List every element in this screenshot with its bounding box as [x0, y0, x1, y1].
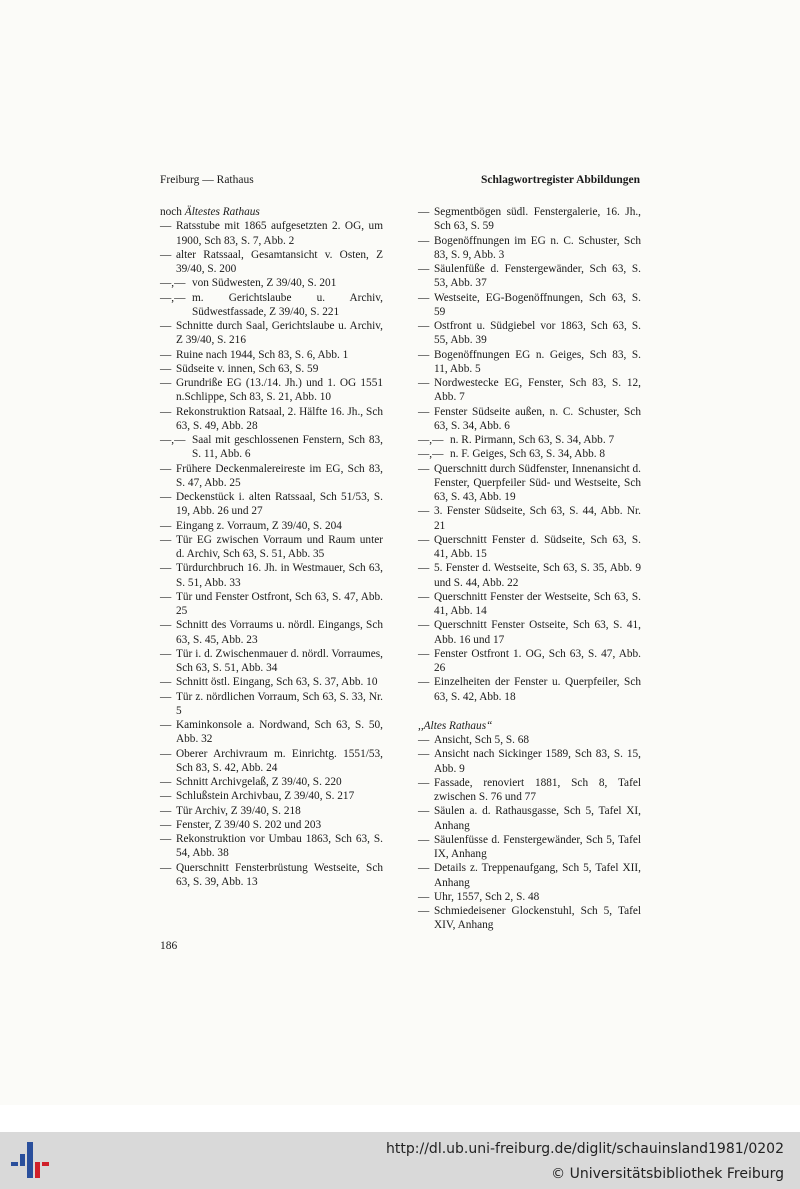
index-entry — [160, 590, 383, 619]
index-entry — [418, 733, 641, 747]
index-entry — [160, 775, 383, 789]
index-entry — [160, 291, 383, 320]
entry-text: Tür EG zwischen Vorraum und Raum unter d. Archiv, Sch 63, S. 51, Abb. 35 — [176, 533, 383, 560]
index-entry — [160, 789, 383, 803]
entry-text: Rekonstruktion Ratsaal, 2. Hälfte 16. Jh., Sch 63, S. 49, Abb. 28 — [176, 405, 383, 432]
index-entry — [418, 561, 641, 590]
entry-dash: — — [160, 647, 172, 660]
entry-dash: — — [160, 676, 172, 689]
index-entry — [418, 447, 641, 461]
entry-dash: — — [418, 833, 430, 846]
entry-dash: —,— — [418, 448, 444, 461]
index-entry — [418, 205, 641, 234]
footer-url-link[interactable]: http://dl.ub.uni-freiburg.de/diglit/schauinsland1981/0202 — [386, 1141, 784, 1157]
entry-text: Fenster Südseite außen, n. C. Schuster, Sch 63, S. 34, Abb. 6 — [434, 405, 641, 432]
entry-text: Säulen a. d. Rathausgasse, Sch 5, Tafel XI, Anhang — [434, 805, 641, 832]
index-entry — [418, 890, 641, 904]
entry-text: Einzelheiten der Fenster u. Querpfeiler, Sch 63, S. 42, Abb. 18 — [434, 676, 641, 703]
entry-text: von Südwesten, Z 39/40, S. 201 — [192, 277, 337, 290]
index-column-left — [160, 205, 383, 889]
entry-dash: —,— — [160, 291, 186, 304]
entry-dash: — — [418, 533, 430, 546]
entry-text: Uhr, 1557, Sch 2, S. 48 — [434, 890, 540, 903]
index-entry — [418, 904, 641, 933]
index-entry — [418, 433, 641, 447]
index-entry — [418, 675, 641, 704]
entry-text: Schmiedeisener Glockenstuhl, Sch 5, Tafel XIV, Anhang — [434, 905, 641, 932]
entry-text: Säulenfüsse d. Fenstergewänder, Sch 5, Tafel IX, Anhang — [434, 833, 641, 860]
entry-text: n. F. Geiges, Sch 63, S. 34, Abb. 8 — [450, 448, 606, 461]
entry-dash: — — [160, 462, 172, 475]
index-entry — [418, 262, 641, 291]
index-entry — [418, 590, 641, 619]
entry-dash: — — [418, 291, 430, 304]
entry-dash: — — [160, 320, 172, 332]
entry-dash: — — [160, 248, 172, 261]
index-entry — [418, 348, 641, 377]
entry-dash: — — [418, 890, 430, 903]
entry-text: Ostfront u. Südgiebel vor 1863, Sch 63, S. 55, Abb. 39 — [434, 320, 641, 347]
entry-text: Querschnitt Fensterbrüstung Westseite, Sch 63, S. 39, Abb. 13 — [176, 861, 383, 888]
index-entry — [160, 832, 383, 861]
entry-text: Rekonstruktion vor Umbau 1863, Sch 63, S. 54, Abb. 38 — [176, 833, 383, 860]
index-entry — [160, 747, 383, 776]
entry-text: Eingang z. Vorraum, Z 39/40, S. 204 — [176, 519, 342, 532]
entry-text: Querschnitt Fenster der Westseite, Sch 63, S. 41, Abb. 14 — [434, 590, 641, 617]
entry-dash: — — [418, 590, 430, 603]
entry-text: Querschnitt Fenster d. Südseite, Sch 63, S. 41, Abb. 15 — [434, 533, 641, 560]
entry-text: Schnitt östl. Eingang, Sch 63, S. 37, Abb. 10 — [176, 676, 378, 689]
index-entry — [160, 276, 383, 290]
entry-dash: — — [160, 519, 172, 532]
section-heading-title: Ältestes Rathaus — [184, 206, 260, 218]
index-entry — [160, 718, 383, 747]
entry-text: Ansicht nach Sickinger 1589, Sch 83, S. 15, Abb. 9 — [434, 748, 641, 775]
section-heading — [160, 205, 383, 219]
index-entry — [160, 462, 383, 491]
entry-text: Saal mit geschlossenen Fenstern, Sch 83, S. 11, Abb. 6 — [192, 434, 383, 461]
section-heading-prefix: noch — [160, 206, 185, 218]
entry-dash: — — [418, 405, 430, 418]
entry-dash: — — [418, 748, 430, 761]
entry-text: Fassade, renoviert 1881, Sch 8, Tafel zwischen S. 76 und 77 — [434, 776, 641, 803]
entry-text: Nordwestecke EG, Fenster, Sch 83, S. 12, Abb. 7 — [434, 377, 641, 404]
entry-text: Querschnitt Fenster Ostseite, Sch 63, S. 41, Abb. 16 und 17 — [434, 619, 641, 646]
running-header-right: Schlagwortregister Abbildungen — [481, 174, 640, 186]
entry-dash: —,— — [160, 277, 186, 290]
entry-text: Tür z. nördlichen Vorraum, Sch 63, S. 33, Nr. 5 — [176, 690, 383, 717]
entry-dash: — — [418, 206, 430, 218]
entry-text: Fenster Ostfront 1. OG, Sch 63, S. 47, Abb. 26 — [434, 647, 641, 674]
index-entry — [160, 675, 383, 689]
entry-dash: — — [418, 505, 430, 518]
index-entry — [418, 647, 641, 676]
entry-dash: —,— — [160, 434, 186, 446]
entry-text: Schnitt Archivgelaß, Z 39/40, S. 220 — [176, 776, 342, 788]
entry-dash: — — [418, 862, 430, 875]
index-entry — [160, 804, 383, 818]
entry-dash: — — [160, 220, 172, 233]
index-entry — [160, 519, 383, 533]
entry-dash: — — [160, 562, 172, 575]
index-entry — [418, 618, 641, 647]
entry-dash: — — [160, 833, 172, 845]
entry-dash: — — [160, 405, 172, 418]
entry-text: Frühere Deckenmalereireste im EG, Sch 83, S. 47, Abb. 25 — [176, 462, 383, 489]
entry-text: 3. Fenster Südseite, Sch 63, S. 44, Abb. Nr. 21 — [434, 505, 641, 532]
index-entry — [418, 776, 641, 805]
entry-dash: — — [160, 818, 172, 831]
entry-text: Grundriße EG (13./14. Jh.) und 1. OG 1551 n.Schlippe, Sch 83, S. 21, Abb. 10 — [176, 377, 383, 404]
section-gap — [418, 704, 641, 719]
entry-dash: — — [160, 747, 172, 760]
entry-text: Säulenfüße d. Fenstergewänder, Sch 63, S. 53, Abb. 37 — [434, 263, 641, 290]
entry-dash: — — [160, 590, 172, 603]
index-entry — [160, 319, 383, 348]
entry-dash: — — [418, 776, 430, 789]
entry-text: Kaminkonsole a. Nordwand, Sch 63, S. 50, Abb. 32 — [176, 719, 383, 746]
entry-text: m. Gerichtslaube u. Archiv, Südwestfassade, Z 39/40, S. 221 — [192, 291, 383, 318]
entry-dash: — — [160, 362, 172, 375]
index-entry — [160, 219, 383, 248]
entry-dash: — — [160, 790, 172, 803]
index-entry — [418, 319, 641, 348]
index-entry — [418, 291, 641, 320]
index-entry — [160, 433, 383, 462]
entry-dash: — — [160, 377, 172, 389]
entry-text: Schnitt des Vorraums u. nördl. Eingangs, Sch 63, S. 45, Abb. 23 — [176, 619, 383, 646]
index-entry — [160, 533, 383, 562]
entry-text: Fenster, Z 39/40 S. 202 und 203 — [176, 818, 322, 831]
index-entry — [418, 376, 641, 405]
index-entry — [160, 818, 383, 832]
running-header-left: Freiburg — Rathaus — [160, 174, 254, 186]
entry-text: Westseite, EG-Bogenöffnungen, Sch 63, S. 59 — [434, 291, 641, 318]
entry-dash: — — [160, 533, 172, 546]
entry-text: alter Ratssaal, Gesamtansicht v. Osten, Z 39/40, S. 200 — [176, 248, 383, 275]
entry-dash: — — [418, 562, 430, 575]
index-entry — [418, 804, 641, 833]
index-entry — [160, 348, 383, 362]
entry-text: Schlußstein Archivbau, Z 39/40, S. 217 — [176, 790, 355, 803]
index-entry — [160, 490, 383, 519]
entry-text: Südseite v. innen, Sch 63, S. 59 — [176, 362, 319, 375]
index-entry — [160, 376, 383, 405]
entry-text: Tür Archiv, Z 39/40, S. 218 — [176, 804, 301, 817]
entry-dash: — — [160, 690, 172, 703]
entry-text: Bogenöffnungen im EG n. C. Schuster, Sch 83, S. 9, Abb. 3 — [434, 234, 641, 261]
ub-freiburg-logo-icon — [10, 1140, 50, 1180]
index-entry — [418, 234, 641, 263]
entry-text: n. R. Pirmann, Sch 63, S. 34, Abb. 7 — [450, 434, 615, 446]
entry-text: Ruine nach 1944, Sch 83, S. 6, Abb. 1 — [176, 348, 349, 361]
entry-text: Details z. Treppenaufgang, Sch 5, Tafel XII, Anhang — [434, 862, 641, 889]
index-entry — [160, 647, 383, 676]
entry-text: Segmentbögen südl. Fenstergalerie, 16. Jh., Sch 63, S. 59 — [434, 206, 641, 233]
entry-text: Bogenöffnungen EG n. Geiges, Sch 83, S. 11, Abb. 5 — [434, 348, 641, 375]
footer-copyright: © Universitätsbibliothek Freiburg — [551, 1166, 784, 1182]
entry-dash: — — [418, 263, 430, 275]
entry-text: Türdurchbruch 16. Jh. in Westmauer, Sch 63, S. 51, Abb. 33 — [176, 562, 383, 589]
index-entry — [160, 690, 383, 719]
entry-dash: — — [418, 905, 430, 917]
entry-text: Oberer Archivraum m. Einrichtg. 1551/53, Sch 83, S. 42, Abb. 24 — [176, 747, 383, 774]
entry-text: Ratsstube mit 1865 aufgesetzten 2. OG, um 1900, Sch 83, S. 7, Abb. 2 — [176, 220, 383, 247]
entry-dash: — — [418, 619, 430, 632]
entry-text: Ansicht, Sch 5, S. 68 — [434, 734, 530, 746]
index-entry — [418, 405, 641, 434]
entry-text: 5. Fenster d. Westseite, Sch 63, S. 35, Abb. 9 und S. 44, Abb. 22 — [434, 562, 641, 589]
entry-dash: — — [418, 234, 430, 247]
index-entry — [160, 362, 383, 376]
entry-dash: — — [160, 861, 172, 874]
entry-dash: — — [160, 348, 172, 361]
entry-dash: — — [160, 804, 172, 817]
entry-text: Tür i. d. Zwischenmauer d. nördl. Vorraumes, Sch 63, S. 51, Abb. 34 — [176, 647, 383, 674]
entry-dash: — — [418, 647, 430, 660]
index-entry — [418, 861, 641, 890]
index-entry — [418, 747, 641, 776]
index-entry — [160, 405, 383, 434]
entry-text: Tür und Fenster Ostfront, Sch 63, S. 47, Abb. 25 — [176, 590, 383, 617]
page-number: 186 — [160, 940, 178, 952]
entry-text: Deckenstück i. alten Ratssaal, Sch 51/53, S. 19, Abb. 26 und 27 — [176, 491, 383, 518]
section-heading: ,,Altes Rathaus“ — [418, 719, 493, 732]
entry-dash: —,— — [418, 434, 444, 446]
index-entry — [160, 561, 383, 590]
entry-dash: — — [418, 734, 430, 746]
index-entry — [418, 533, 641, 562]
entry-dash: — — [418, 320, 430, 332]
index-entry — [418, 504, 641, 533]
entry-dash: — — [418, 462, 430, 475]
entry-dash: — — [160, 719, 172, 731]
index-entry — [160, 861, 383, 890]
index-entry — [418, 462, 641, 505]
entry-dash: — — [160, 491, 172, 503]
index-entry — [160, 248, 383, 277]
index-entry — [160, 618, 383, 647]
entry-text: Querschnitt durch Südfenster, Innenansicht d. Fenster, Querpfeiler Süd- und Westseite, Sch 63, S. 43, Abb. 19 — [434, 462, 641, 503]
entry-dash: — — [418, 377, 430, 389]
entry-dash: — — [160, 619, 172, 632]
entry-dash: — — [418, 805, 430, 818]
entry-dash: — — [418, 676, 430, 689]
entry-dash: — — [160, 776, 172, 788]
index-entry — [418, 833, 641, 862]
entry-text: Schnitte durch Saal, Gerichtslaube u. Archiv, Z 39/40, S. 216 — [176, 320, 383, 347]
index-column-right — [418, 205, 641, 933]
entry-dash: — — [418, 348, 430, 361]
